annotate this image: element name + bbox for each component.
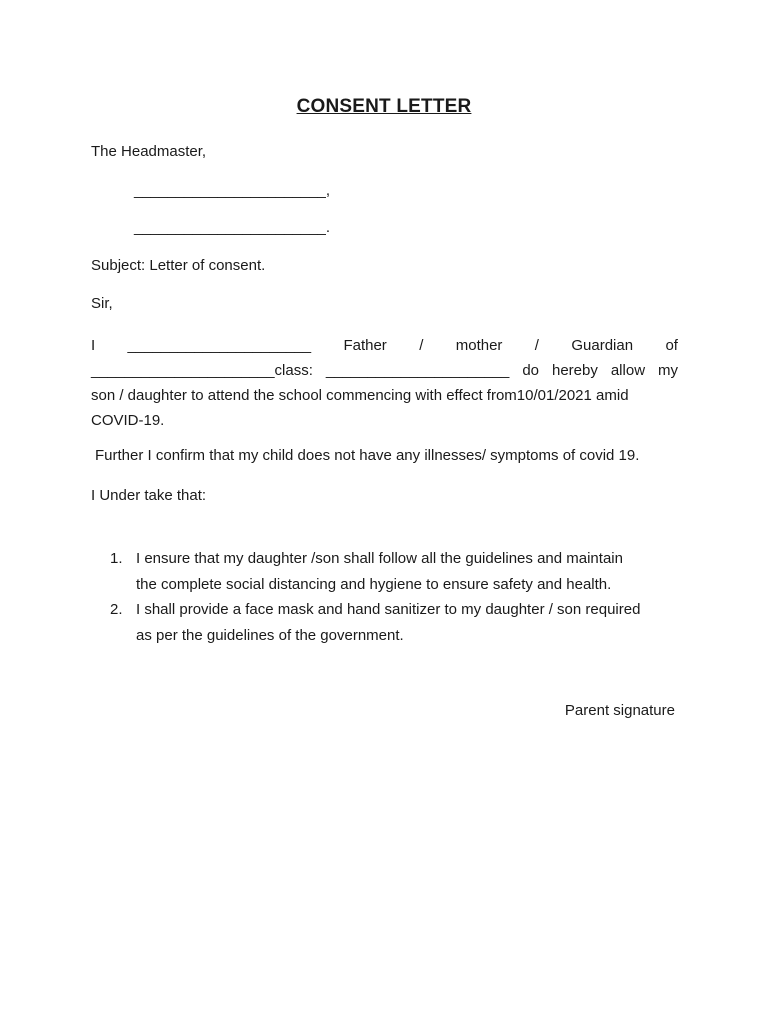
child-name-blank: ______________________class: xyxy=(91,362,313,379)
confirmation-text: Further I confirm that my child does not have any illnesses/ symptoms of covid 19. xyxy=(95,447,640,464)
list-number: 1. xyxy=(110,550,123,567)
paragraph-line-3: son / daughter to attend the school commencing with effect from10/01/2021 amid xyxy=(91,387,629,404)
page-title: CONSENT LETTER xyxy=(296,96,472,117)
list-item xyxy=(110,597,678,648)
word: of xyxy=(665,337,678,354)
word: / xyxy=(534,337,539,354)
word: / xyxy=(419,337,424,354)
consent-paragraph xyxy=(91,333,678,433)
paragraph-line-4: COVID-19. xyxy=(91,412,165,429)
list-text-line: I ensure that my daughter /son shall follow all the guidelines and maintain xyxy=(136,550,623,567)
list-text-line: I shall provide a face mask and hand sanitizer to my daughter / son required xyxy=(136,601,641,618)
list-text-line: the complete social distancing and hygiene to ensure safety and health. xyxy=(136,575,612,593)
word: allow xyxy=(610,362,646,379)
addressee: The Headmaster, xyxy=(91,143,207,160)
word: my xyxy=(658,362,678,379)
word: hereby xyxy=(552,362,598,379)
word: do xyxy=(522,362,540,379)
list-number: 2. xyxy=(110,601,123,618)
word: mother xyxy=(455,337,503,354)
class-blank: ______________________ xyxy=(325,362,510,379)
list-text xyxy=(136,597,678,648)
name-blank: ______________________ xyxy=(127,337,312,354)
list-text xyxy=(136,546,678,597)
address-line-1: _______________________, xyxy=(134,182,331,199)
undertakings-list xyxy=(110,546,678,648)
word: I xyxy=(91,337,96,354)
paragraph-line-1 xyxy=(91,333,678,358)
list-text-line: as per the guidelines of the government. xyxy=(136,626,404,644)
salutation: Sir, xyxy=(91,295,113,312)
undertake-heading: I Under take that: xyxy=(91,487,207,504)
subject-line: Subject: Letter of consent. xyxy=(91,257,266,274)
word: Father xyxy=(343,337,387,354)
paragraph-line-2 xyxy=(91,358,678,383)
address-line-2: _______________________. xyxy=(134,219,331,236)
parent-signature-label: Parent signature xyxy=(564,702,675,719)
list-item xyxy=(110,546,678,597)
word: Guardian xyxy=(571,337,634,354)
